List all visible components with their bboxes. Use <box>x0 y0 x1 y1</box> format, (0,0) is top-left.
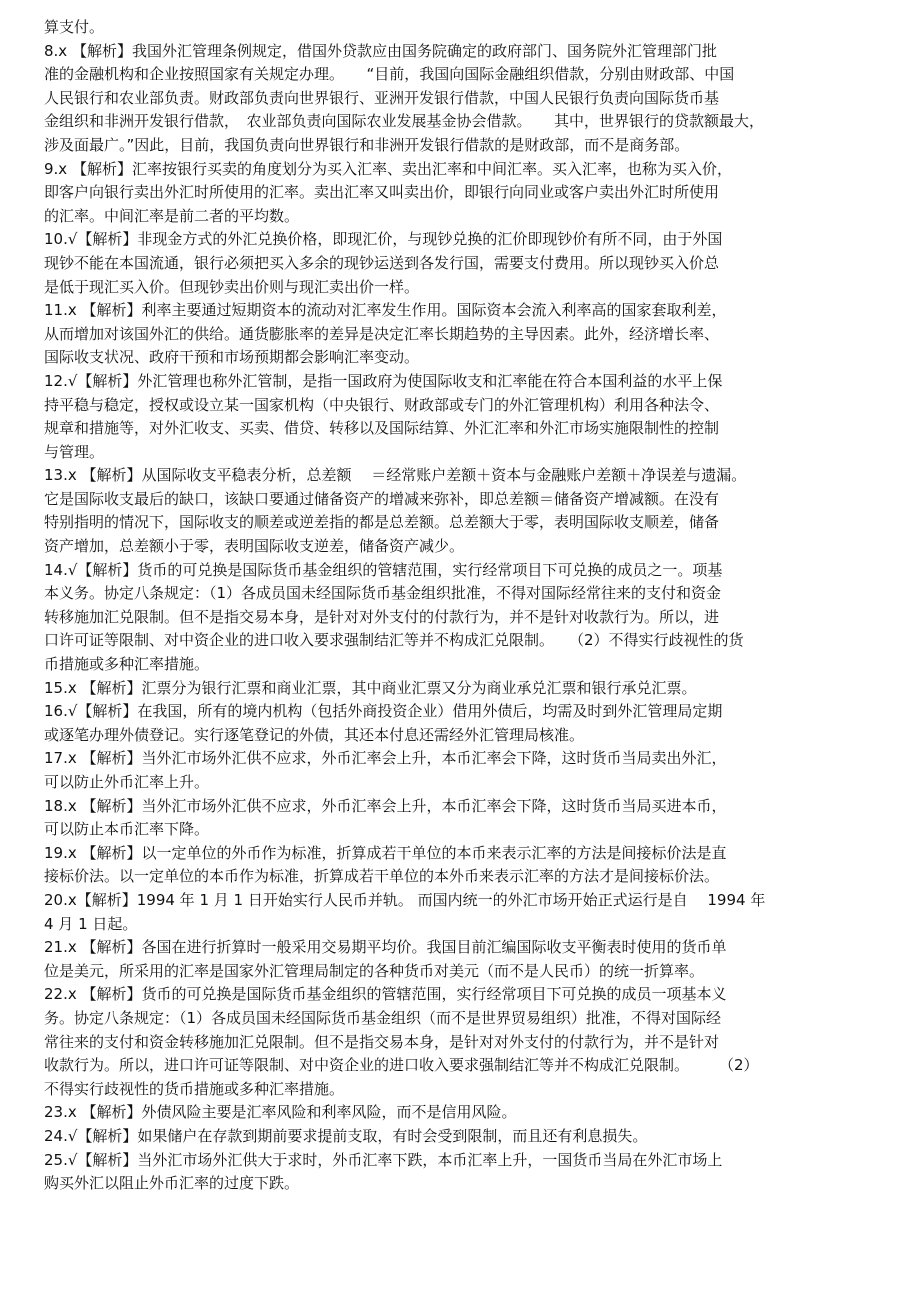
text-line: 13.x 【解析】从国际收支平稳表分析，总差额 ＝经常账户差额＋资本与金融账户差额＋净误差与遗漏。 <box>44 466 747 485</box>
text-line: 算支付。 <box>44 18 105 36</box>
text-line: 金组织和非洲开发银行借款， 农业部负责向国际农业发展基金协会借款。 其中，世界银行的贷款额最大， <box>44 112 765 131</box>
text-line: 8.x 【解析】我国外汇管理条例规定，借国外贷款应由国务院确定的政府部门、国务院外汇管理部门批 <box>44 41 717 60</box>
text-line: 是低于现汇买入价。但现钞卖出价则与现汇卖出价一样。 <box>44 277 420 296</box>
text-line: 的汇率。中间汇率是前二者的平均数。 <box>44 206 300 225</box>
text-line: 务。协定八条规定：（1）各成员国未经国际货币基金组织（而不是世界贸易组织）批准，不得对国际经 <box>44 1008 722 1027</box>
text-line: 12.√【解析】外汇管理也称外汇管制，是指一国政府为使国际收支和汇率能在符合本国利益的水平上保 <box>44 371 723 390</box>
text-line: 资产增加，总差额小于零，表明国际收支逆差，储备资产减少。 <box>44 537 465 556</box>
text-line: 持平稳与稳定，授权或设立某一国家机构（中央银行、财政部或专门的外汇管理机构）利用各种法令、 <box>44 395 720 414</box>
text-line: 与管理。 <box>44 442 105 461</box>
text-line: 可以防止本币汇率下降。 <box>44 820 210 839</box>
text-line: 币措施或多种汇率措施。 <box>44 655 210 674</box>
text-line: 16.√【解析】在我国，所有的境内机构（包括外商投资企业）借用外债后，均需及时到外汇管理局定期 <box>44 702 723 721</box>
text-line: 10.√【解析】非现金方式的外汇兑换价格，即现汇价，与现钞兑换的汇价即现钞价有所不同，由于外国 <box>44 230 723 249</box>
text-line: 从而增加对该国外汇的供给。通货膨胀率的差异是决定汇率长期趋势的主导因素。此外，经济增长率、 <box>44 324 720 343</box>
text-line: 规章和措施等，对外汇收支、买卖、借贷、转移以及国际结算、外汇汇率和外汇市场实施限制性的控制 <box>44 419 720 438</box>
text-line: 20.x【解析】1994 年 1 月 1 日开始实行人民币并轨。 而国内统一的外汇市场开始正式运行是自 1994 年 <box>44 890 766 909</box>
text-line: 18.x 【解析】当外汇市场外汇供不应求，外币汇率会上升，本币汇率会下降，这时货币当局买进本币， <box>44 796 727 815</box>
text-line: 位是美元，所采用的汇率是国家外汇管理局制定的各种货币对美元（而不是人民币）的统一折算率。 <box>44 961 705 980</box>
text-line: 或逐笔办理外债登记。实行逐笔登记的外债，其还本付息还需经外汇管理局核准。 <box>44 725 585 744</box>
text-line: 21.x 【解析】各国在进行折算时一般采用交易期平均价。我国目前汇编国际收支平衡表时使用的货币单 <box>44 938 727 957</box>
text-line: 收款行为。所以，进口许可证等限制、对中资企业的进口收入要求强制结汇等并不构成汇兑限制。 （2） <box>44 1056 759 1075</box>
text-line: 准的金融机构和企业按照国家有关规定办理。 “目前，我国向国际金融组织借款，分别由财政部、中国 <box>44 65 735 84</box>
text-line: 23.x 【解析】外债风险主要是汇率风险和利率风险，而不是信用风险。 <box>44 1103 517 1122</box>
text-line: 常往来的支付和资金转移施加汇兑限制。但不是指交易本身，是针对对外支付的付款行为，并不是针对 <box>44 1032 720 1051</box>
text-line: 9.x 【解析】汇率按银行买卖的角度划分为买入汇率、卖出汇率和中间汇率。买入汇率，也称为买入价， <box>44 159 732 178</box>
text-line: 24.√【解析】如果储户在存款到期前要求提前支取，有时会受到限制，而且还有利息损失。 <box>44 1126 648 1145</box>
text-line: 19.x 【解析】以一定单位的外币作为标准，折算成若干单位的本币来表示汇率的方法是间接标价法是直 <box>44 843 727 862</box>
answer-explanations <box>44 16 872 1196</box>
text-line: 现钞不能在本国流通，银行必须把买入多余的现钞运送到各发行国，需要支付费用。所以现钞买入价总 <box>44 253 720 272</box>
text-line: 它是国际收支最后的缺口，该缺口要通过储备资产的增减来弥补，即总差额＝储备资产增减额。在没有 <box>44 489 720 508</box>
text-line: 涉及面最广。”因此，目前，我国负责向世界银行和非洲开发银行借款的是财政部，而不是商务部。 <box>44 135 690 154</box>
text-line: 不得实行歧视性的货币措施或多种汇率措施。 <box>44 1079 345 1098</box>
text-line: 可以防止外币汇率上升。 <box>44 773 210 791</box>
text-line: 17.x 【解析】当外汇市场外汇供不应求，外币汇率会上升，本币汇率会下降，这时货币当局卖出外汇， <box>44 749 727 768</box>
text-line: 购买外汇以阻止外币汇率的过度下跌。 <box>44 1174 300 1193</box>
text-line: 转移施加汇兑限制。但不是指交易本身，是针对对外支付的付款行为，并不是针对收款行为。所以，进 <box>44 607 720 626</box>
text-line: 人民银行和农业部负责。财政部负责向世界银行、亚洲开发银行借款，中国人民银行负责向国际货币基 <box>44 88 720 107</box>
text-line: 本义务。协定八条规定：（1）各成员国未经国际货币基金组织批准，不得对国际经常往来的支付和资金 <box>44 584 722 603</box>
text-line: 即客户向银行卖出外汇时所使用的汇率。卖出汇率又叫卖出价，即银行向同业或客户卖出外汇时所使用 <box>44 183 720 202</box>
text-line: 22.x 【解析】货币的可兑换是国际货币基金组织的管辖范围，实行经常项目下可兑换的成员一项基本义 <box>44 985 727 1004</box>
text-line: 25.√【解析】当外汇市场外汇供大于求时，外币汇率下跌，本币汇率上升，一国货币当局在外汇市场上 <box>44 1150 723 1169</box>
text-line: 接标价法。以一定单位的本币作为标准，折算成若干单位的本外币来表示汇率的方法才是间接标价法。 <box>44 867 720 886</box>
text-line: 14.√【解析】货币的可兑换是国际货币基金组织的管辖范围，实行经常项目下可兑换的成员之一。项基 <box>44 560 723 579</box>
text-line: 特别指明的情况下，国际收支的顺差或逆差指的都是总差额。总差额大于零，表明国际收支顺差，储备 <box>44 513 720 532</box>
text-line: 4 月 1 日起。 <box>44 914 138 933</box>
text-line: 国际收支状况、政府干预和市场预期都会影响汇率变动。 <box>44 348 420 367</box>
text-line: 15.x 【解析】汇票分为银行汇票和商业汇票，其中商业汇票又分为商业承兑汇票和银行承兑汇票。 <box>44 678 697 697</box>
text-line: 11.x 【解析】利率主要通过短期资本的流动对汇率发生作用。国际资本会流入利率高的国家套取利差， <box>44 301 727 320</box>
text-line: 口许可证等限制、对中资企业的进口收入要求强制结汇等并不构成汇兑限制。 （2）不得实行歧视性的货 <box>44 631 744 650</box>
